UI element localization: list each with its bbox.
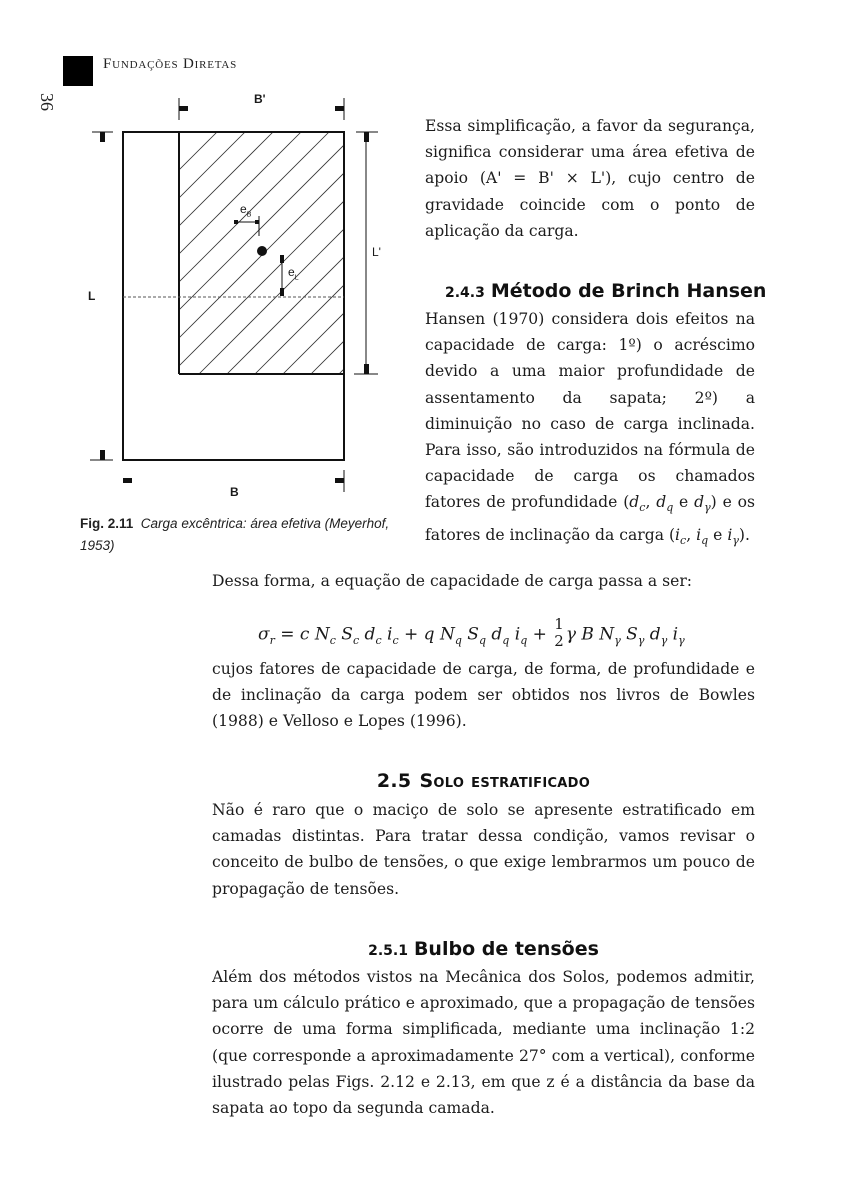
subsection-heading-2-5-1 (212, 938, 755, 960)
paragraph-effective-area: Essa simplificação, a favor da segurança, significa considerar uma área efetiva de apoio (A' = B' × L'), cujo centro de gravidade coincide com o ponto de aplicação da carga. (425, 117, 755, 240)
figure-caption (80, 513, 400, 557)
label-b-prime: B' (254, 92, 266, 106)
label-eccentricity-b: $e_B$ (240, 202, 252, 219)
subsection-title: Método de Brinch Hansen (490, 280, 767, 302)
page-number: 36 (37, 93, 57, 111)
subsection-title: Bulbo de tensões (413, 938, 599, 960)
label-b: B (230, 485, 239, 499)
paragraph-equation-lead-in: Dessa forma, a equação de capacidade de carga passa a ser: (212, 572, 693, 590)
subsection-heading-2-4-3 (445, 280, 766, 302)
figure-caption-text: Carga excêntrica: área efetiva (Meyerhof, 1953) (80, 516, 390, 553)
paragraph-stress-bulb: Além dos métodos vistos na Mecânica dos Solos, podemos admitir, para um cálculo prático e aproximado, que a propagação de tensões ocorre de uma forma simplificada, mediante uma inclinação 1:2 (que corresponde a aproximadamente 27° com a vertical), conforme ilustrado pelas Figs. 2.12 e 2.13, em que z é a distância da base da sapata ao topo da segunda camada. (212, 968, 755, 1118)
subsection-number: 2.5.1 (368, 943, 408, 959)
section-heading-2-5 (212, 770, 755, 792)
paragraph-stratified-soil: Não é raro que o maciço de solo se apresente estratificado em camadas distintas. Para tratar dessa condição, vamos revisar o conceito de bulbo de tensões, o que exige lembrarmos um pouco de propagação de tensões. (212, 801, 755, 898)
bearing-capacity-equation: $\sigma_r = c$ $N_c$ $S_c$ $d_c$ $i_c + q$ $N_q$ $S_q$ $d_q$ $i_q$ + 1 2 γ B $N_\gamma$ $S_\gamma$ $d_\gamma$ $i_\gamma$ (258, 615, 685, 650)
paragraph-equation-follow-up: cujos fatores de capacidade de carga, de forma, de profundidade e de inclinação da carga podem ser obtidos nos livros de Bowles (1988) e Velloso e Lopes (1996). (212, 660, 755, 731)
section-number: 2.5 (376, 770, 412, 792)
figure-caption-label: Fig. 2.11 (80, 516, 134, 531)
subsection-number: 2.4.3 (445, 285, 485, 301)
label-eccentricity-l: $e_L$ (288, 265, 299, 282)
label-l-prime: L' (372, 245, 381, 259)
label-l: L (88, 289, 96, 303)
running-head: Fundações Diretas (103, 56, 238, 72)
figure-2-11-diagram (80, 90, 400, 510)
paragraph-hansen: Hansen (1970) considera dois efeitos na capacidade de carga: 1º) o acréscimo devido a uma maior profundidade de assentamento da sapata; 2º) a diminuição no caso de carga inclinada. Para isso, são introduzidos na fórmula de capacidade de carga os chamados fatores de profundidade ($d_c$, $d_q$ e $d_\gamma$) e os fatores de inclinação da carga ($i_c$, $i_q$ e $i_\gamma$). (425, 310, 755, 547)
section-title: Solo estratificado (419, 770, 591, 792)
chapter-marker-box (63, 56, 93, 86)
